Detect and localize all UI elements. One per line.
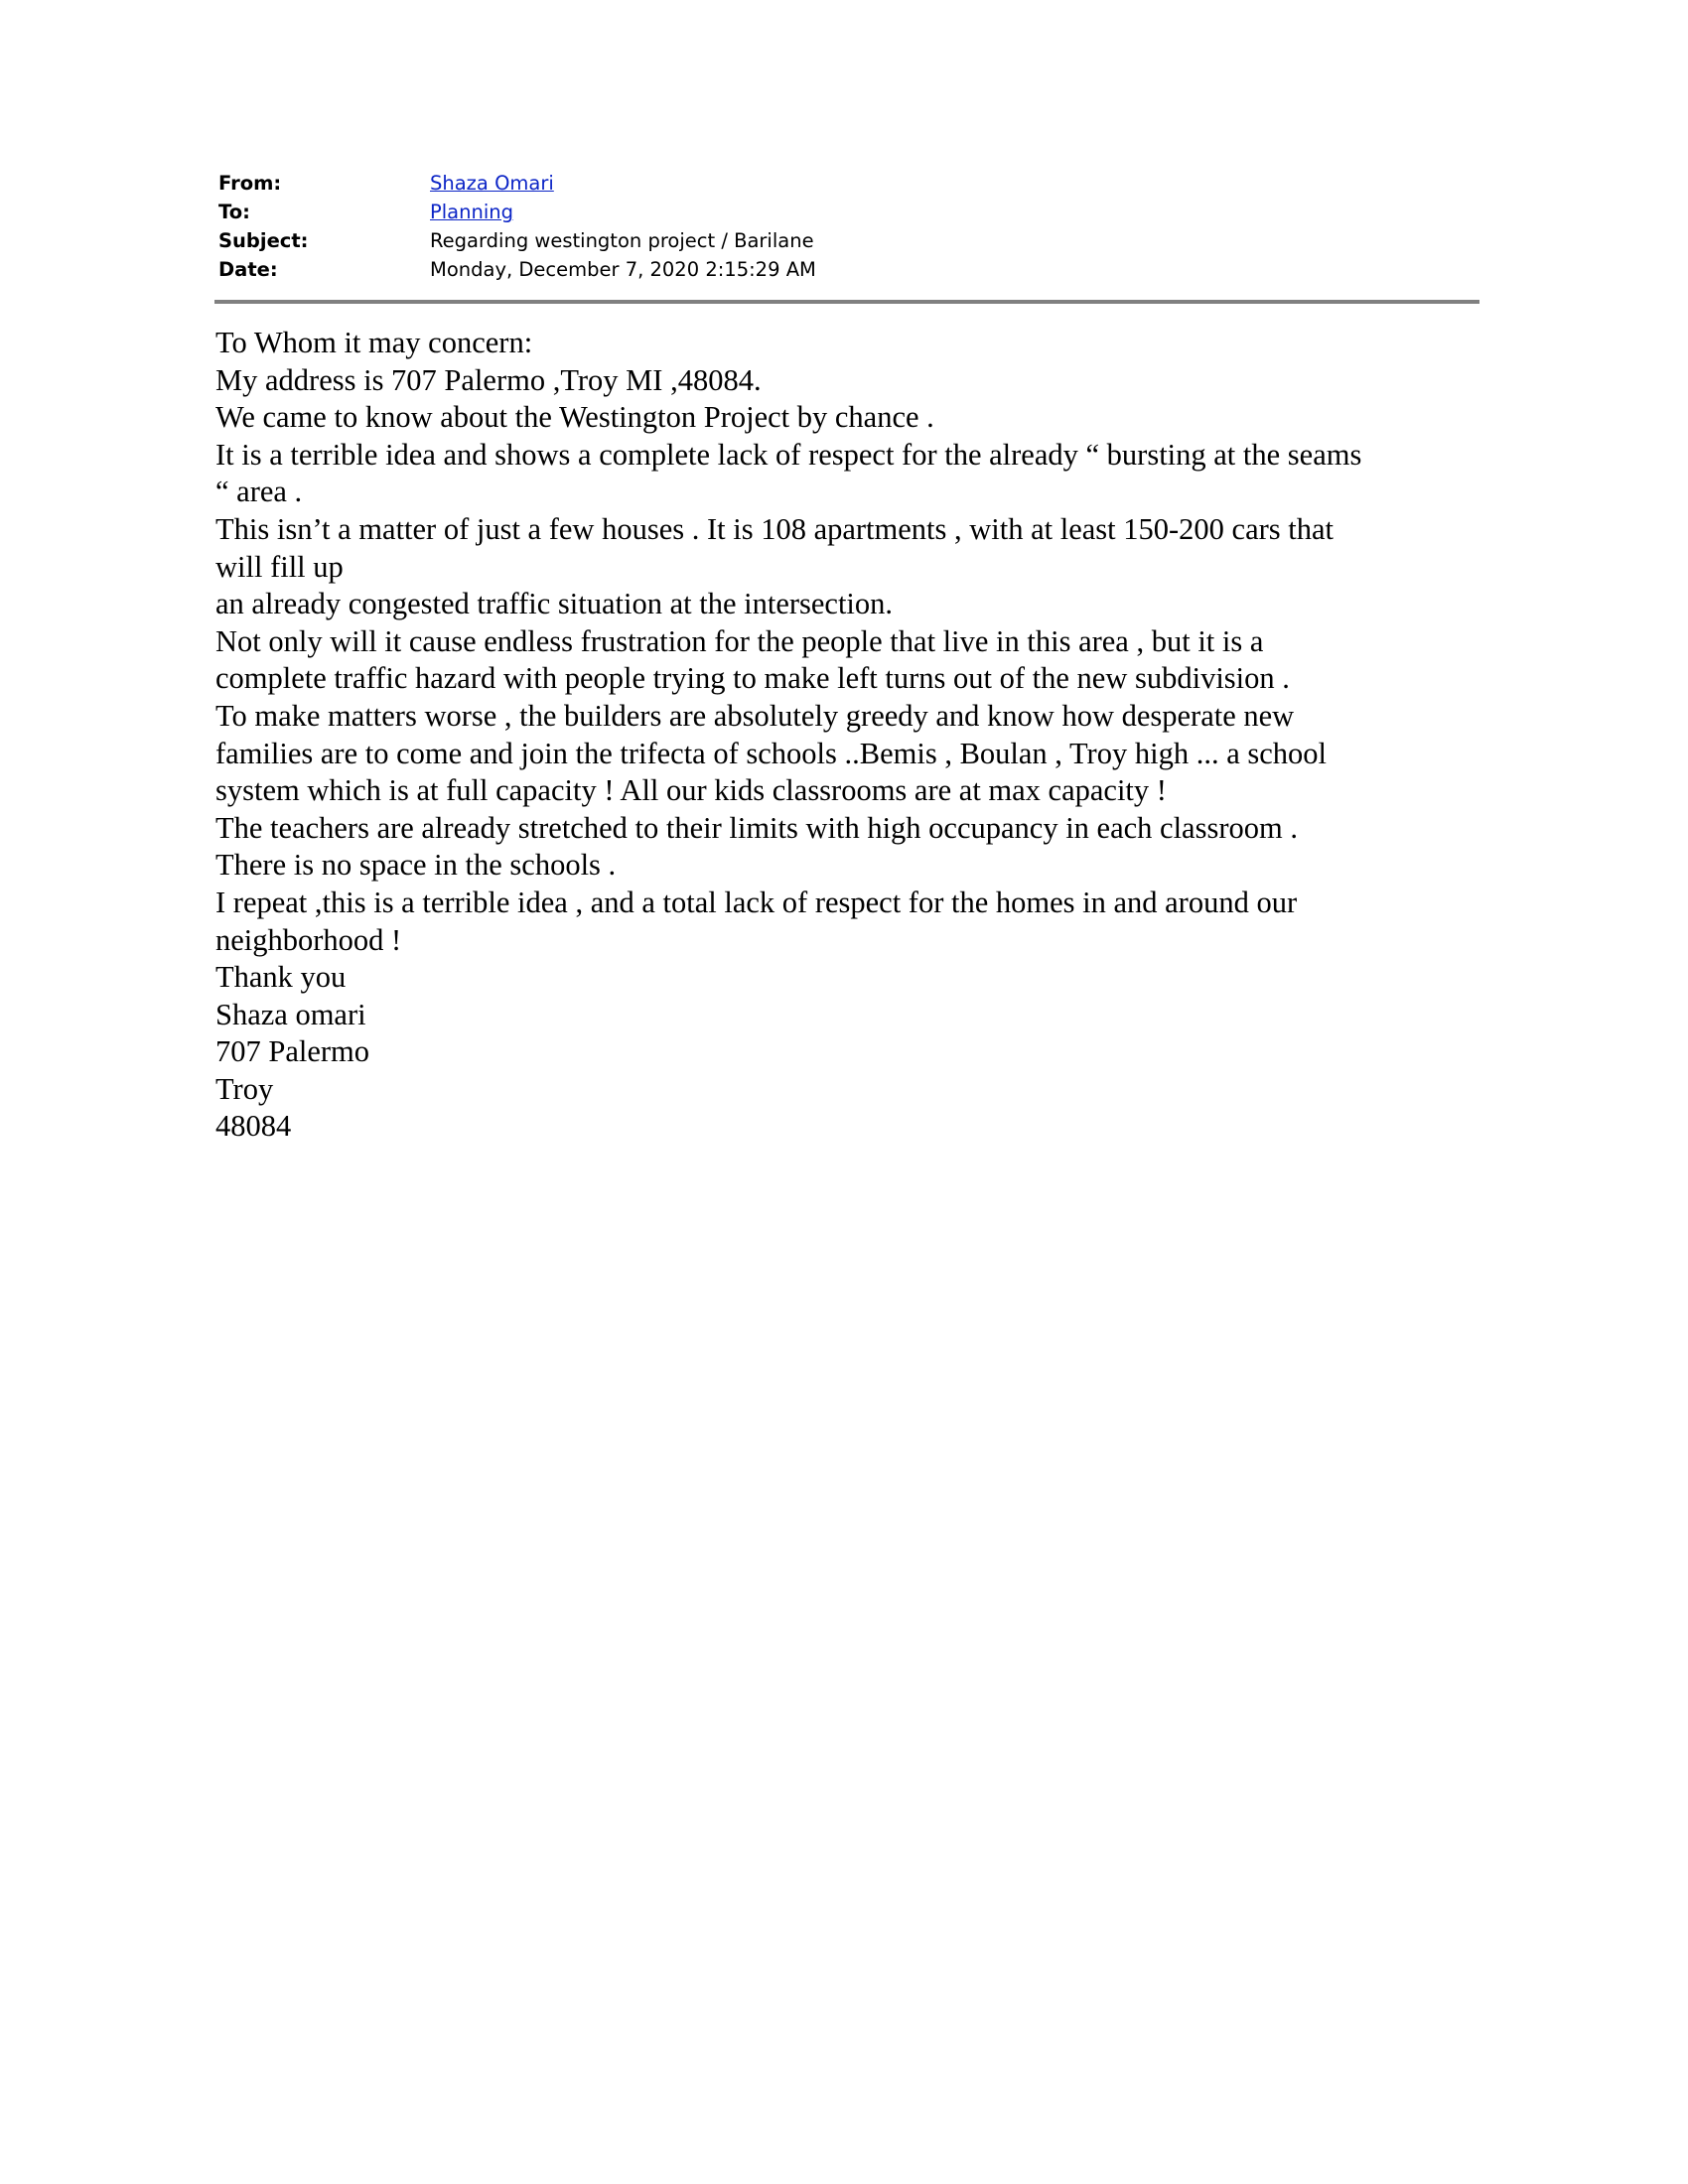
signature-street: 707 Palermo — [215, 1034, 370, 1069]
body-line: system which is at full capacity ! All our kids classrooms are at max capacity ! — [215, 773, 1167, 808]
body-line: This isn’t a matter of just a few houses . It is 108 apartments , with at least 150-200 cars that — [215, 511, 1334, 546]
date-value: Monday, December 7, 2020 2:15:29 AM — [430, 258, 816, 281]
body-line: I repeat ,this is a terrible idea , and a total lack of respect for the homes in and around our — [215, 885, 1298, 919]
body-line: To make matters worse , the builders are absolutely greedy and know how desperate new — [215, 698, 1295, 733]
from-row — [218, 169, 1479, 198]
email-header — [218, 169, 1479, 284]
date-row — [218, 255, 1479, 284]
body-line: The teachers are already stretched to their limits with high occupancy in each classroom . — [215, 810, 1298, 845]
body-line: families are to come and join the trifecta of schools ..Bemis , Boulan , Troy high ... a school — [215, 736, 1327, 770]
body-line: There is no space in the schools . — [215, 848, 617, 883]
from-link[interactable]: Shaza Omari — [430, 172, 554, 195]
signoff-line: Thank you — [215, 960, 347, 995]
body-line: To Whom it may concern: — [215, 326, 533, 359]
body-line: It is a terrible idea and shows a complete lack of respect for the already “ bursting at the seams — [215, 437, 1362, 472]
from-label: From: — [218, 172, 282, 195]
body-line: Not only will it cause endless frustration for the people that live in this area , but it is a — [215, 623, 1264, 658]
signature-zip: 48084 — [215, 1109, 292, 1144]
body-line: will fill up — [215, 549, 344, 584]
body-line: We came to know about the Westington Project by chance . — [215, 400, 934, 435]
signature-name: Shaza omari — [215, 997, 366, 1031]
body-line: “ area . — [215, 475, 303, 509]
date-label: Date: — [218, 258, 278, 281]
body-line: an already congested traffic situation at the intersection. — [215, 587, 894, 621]
body-line: neighborhood ! — [215, 922, 402, 957]
header-divider — [214, 300, 1479, 304]
signature-city: Troy — [215, 1071, 274, 1106]
subject-label: Subject: — [218, 229, 309, 252]
body-line: My address is 707 Palermo ,Troy MI ,48084. — [215, 362, 762, 397]
subject-value: Regarding westington project / Barilane — [430, 229, 814, 252]
body-line: complete traffic hazard with people trying to make left turns out of the new subdivision . — [215, 661, 1290, 696]
to-label: To: — [218, 201, 250, 223]
subject-row — [218, 226, 1479, 255]
email-body — [215, 325, 1496, 1146]
to-row — [218, 198, 1479, 226]
to-link[interactable]: Planning — [430, 201, 513, 223]
